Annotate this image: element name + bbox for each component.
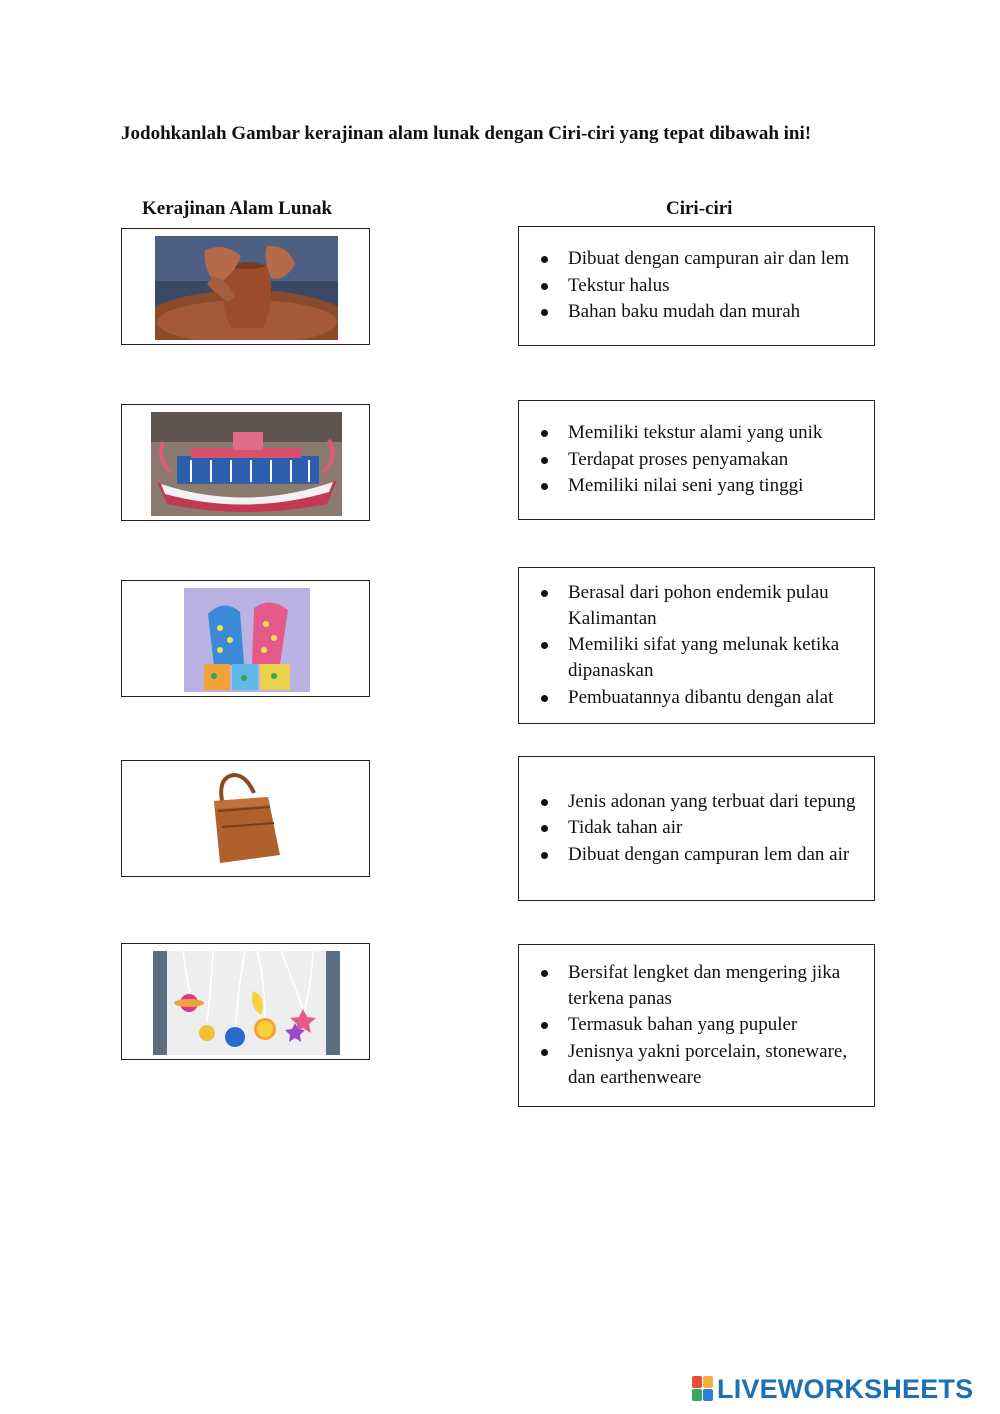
- list-item: Tidak tahan air: [568, 815, 864, 841]
- characteristics-list-1: [519, 246, 874, 326]
- craft-image-box-5[interactable]: [121, 943, 370, 1060]
- list-item: Termasuk bahan yang pupuler: [568, 1012, 864, 1038]
- characteristics-box-1[interactable]: [518, 226, 875, 346]
- instruction-text: Jodohkanlah Gambar kerajinan alam lunak dengan Ciri-ciri yang tepat dibawah ini!: [121, 123, 812, 144]
- list-item: Jenis adonan yang terbuat dari tepung: [568, 789, 864, 815]
- craft-image-box-1[interactable]: [121, 228, 370, 345]
- column-header-crafts: Kerajinan Alam Lunak: [142, 198, 333, 219]
- list-item: Pembuatannya dibantu dengan alat: [568, 685, 864, 711]
- list-item: Berasal dari pohon endemik pulau Kalimantan: [568, 580, 864, 632]
- characteristics-box-2[interactable]: [518, 400, 875, 520]
- characteristics-list-2: [519, 420, 874, 500]
- characteristics-box-5[interactable]: [518, 944, 875, 1107]
- list-item: Bersifat lengket dan mengering jika terkena panas: [568, 960, 864, 1012]
- craft-image-box-3[interactable]: [121, 580, 370, 697]
- list-item: Tekstur halus: [568, 273, 864, 299]
- characteristics-list-5: [519, 960, 874, 1092]
- leather-bag-image: [204, 771, 286, 871]
- list-item: Dibuat dengan campuran air dan lem: [568, 246, 864, 272]
- characteristics-box-4[interactable]: [518, 756, 875, 901]
- characteristics-list-4: [519, 789, 874, 869]
- list-item: Jenisnya yakni porcelain, stoneware, dan earthenweare: [568, 1039, 864, 1091]
- list-item: Terdapat proses penyamakan: [568, 447, 864, 473]
- painted-paper-pots-image: [184, 588, 310, 692]
- characteristics-list-3: [519, 580, 874, 712]
- column-header-characteristics: Ciri-ciri: [666, 198, 733, 219]
- craft-image-box-4[interactable]: [121, 760, 370, 877]
- logo-text: LIVEWORKSHEETS: [717, 1373, 974, 1404]
- characteristics-box-3[interactable]: [518, 567, 875, 724]
- list-item: Bahan baku mudah dan murah: [568, 299, 864, 325]
- logo-blocks-icon: [692, 1376, 714, 1402]
- list-item: Memiliki tekstur alami yang unik: [568, 420, 864, 446]
- clay-pottery-wheel-image: [155, 236, 338, 340]
- list-item: Memiliki sifat yang melunak ketika dipanaskan: [568, 632, 864, 684]
- craft-image-box-2[interactable]: [121, 404, 370, 521]
- liveworksheets-logo: [692, 1373, 973, 1405]
- decorated-boat-model-image: [151, 412, 342, 516]
- clay-pendant-necklaces-image: [153, 951, 340, 1055]
- list-item: Dibuat dengan campuran lem dan air: [568, 842, 864, 868]
- list-item: Memiliki nilai seni yang tinggi: [568, 473, 864, 499]
